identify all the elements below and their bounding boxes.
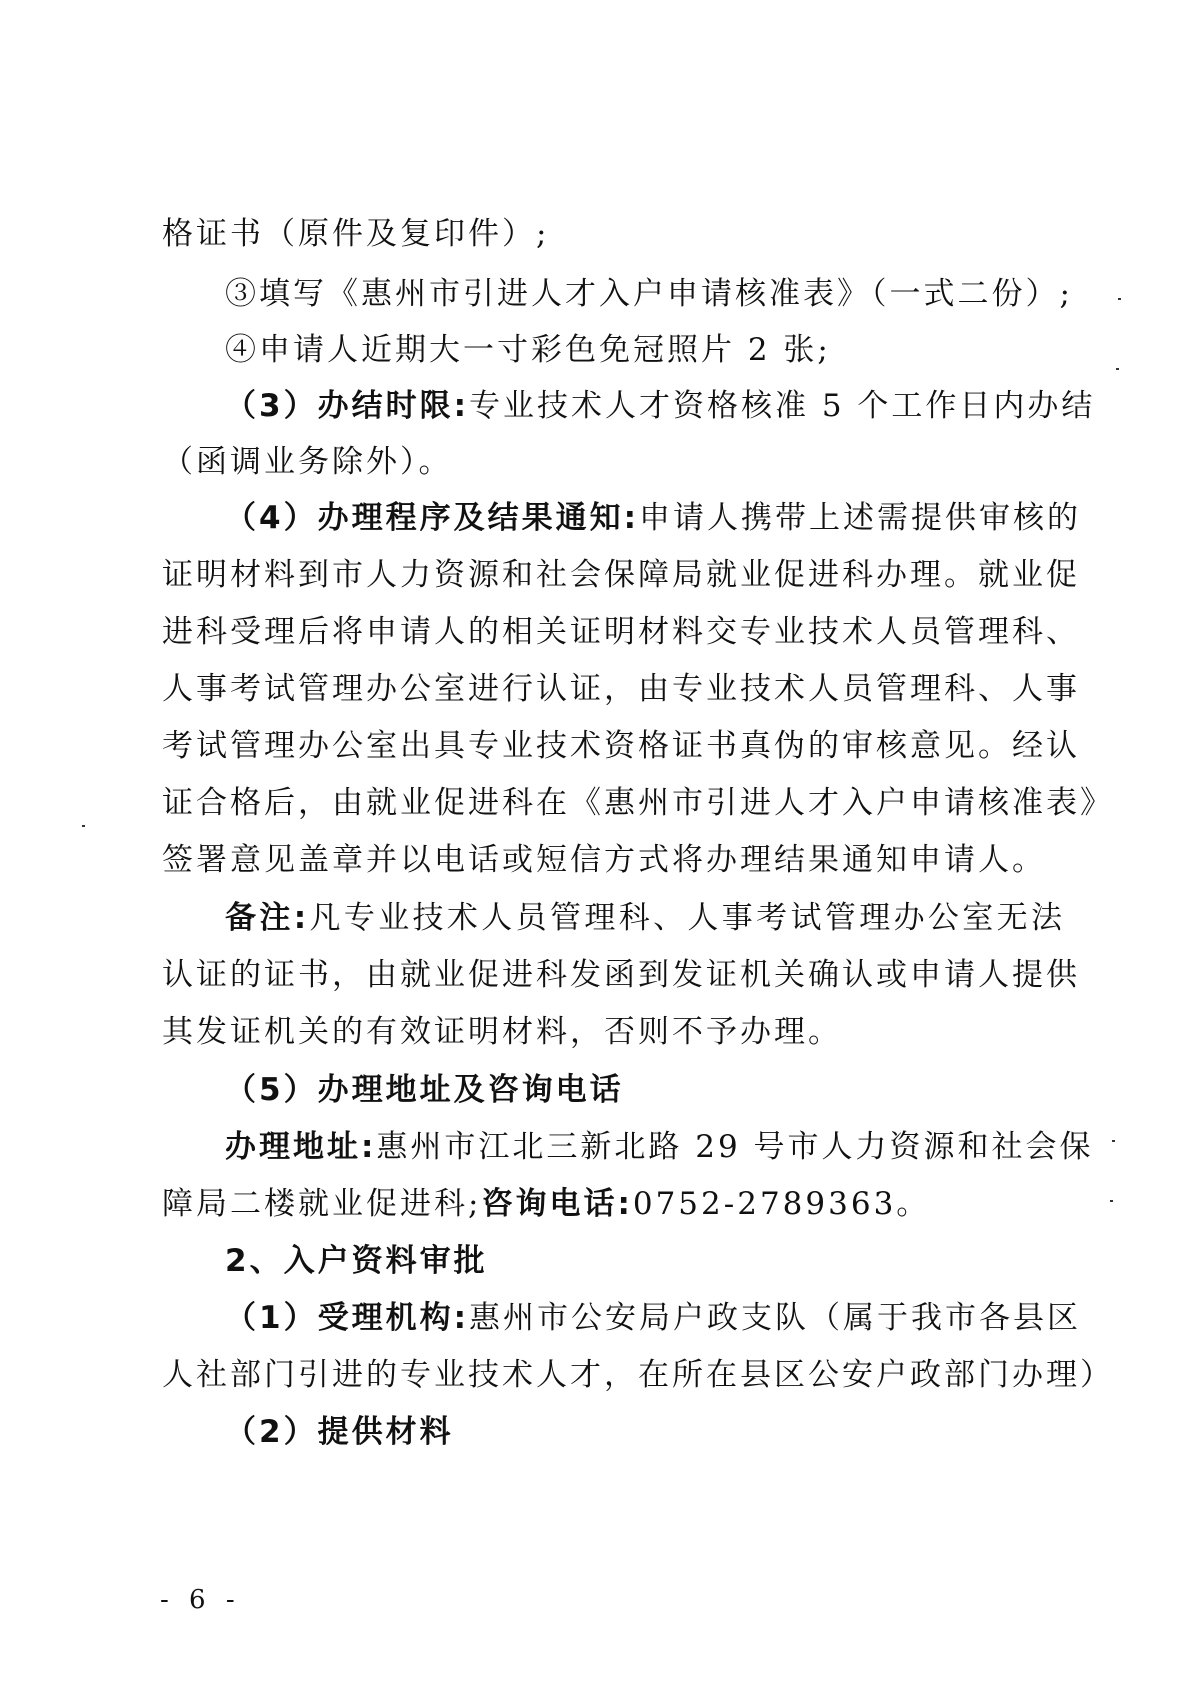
scan-speck — [1110, 1200, 1113, 1202]
text-line — [225, 274, 1073, 314]
address-label: 办理地址: — [225, 1129, 377, 1165]
scan-speck — [1118, 298, 1121, 300]
line-text: 惠州市公安局户政支队（属于我市各县区 — [468, 1300, 1081, 1336]
text-line — [225, 1127, 1094, 1167]
line-text: 证明材料到市人力资源和社会保障局就业促进科办理。就业促 — [162, 557, 1080, 593]
text-line — [162, 726, 1080, 766]
text-line — [162, 955, 1080, 995]
line-text: 格证书（原件及复印件）; — [162, 216, 550, 252]
line-text: 考试管理办公室出具专业技术资格证书真伪的审核意见。经认 — [162, 728, 1080, 764]
line-text: 证合格后，由就业促进科在《惠州市引进人才入户申请核准表》 — [162, 785, 1114, 821]
line-text: 签署意见盖章并以电话或短信方式将办理结果通知申请人。 — [162, 842, 1046, 878]
line-text: ④申请人近期大一寸彩色免冠照片 2 张; — [225, 332, 831, 368]
page-number: - 6 - — [160, 1585, 241, 1615]
text-line — [225, 330, 1065, 370]
section-heading: （2）提供材料 — [225, 1414, 454, 1450]
line-text: 申请人携带上述需提供审核的 — [638, 500, 1081, 536]
line-text: 认证的证书，由就业促进科发函到发证机关确认或申请人提供 — [162, 957, 1080, 993]
section-heading: （1）受理机构: — [225, 1300, 469, 1336]
text-line — [225, 1241, 1065, 1281]
note-label: 备注: — [225, 900, 310, 936]
scan-speck — [1116, 368, 1119, 370]
text-line — [162, 669, 1080, 709]
line-text: （函调业务除外）。 — [162, 444, 453, 480]
text-line — [162, 1355, 1114, 1395]
text-line — [162, 612, 1080, 652]
text-line — [162, 783, 1114, 823]
line-text: 其发证机关的有效证明材料，否则不予办理。 — [162, 1014, 842, 1050]
text-line — [225, 1070, 1065, 1110]
text-line — [162, 840, 1062, 880]
scan-speck — [1112, 1140, 1115, 1142]
line-text: 进科受理后将申请人的相关证明材料交专业技术人员管理科、 — [162, 614, 1080, 650]
text-line — [225, 498, 1081, 538]
phone-label: 咨询电话: — [481, 1186, 633, 1222]
line-text: 专业技术人才资格核准 5 个工作日内办结 — [468, 388, 1096, 424]
line-text: 人事考试管理办公室进行认证，由专业技术人员管理科、人事 — [162, 671, 1080, 707]
line-text: 凡专业技术人员管理科、人事考试管理办公室无法 — [309, 900, 1066, 936]
scan-speck — [82, 825, 85, 827]
text-line — [162, 214, 1062, 254]
section-heading: （5）办理地址及咨询电话 — [225, 1072, 624, 1108]
line-text: 惠州市江北三新北路 29 号市人力资源和社会保 — [376, 1129, 1094, 1165]
phone-number: 0752-2789363。 — [632, 1186, 931, 1222]
text-line — [162, 1012, 1062, 1052]
line-text: 障局二楼就业促进科; — [162, 1186, 482, 1222]
line-text: ③填写《惠州市引进人才入户申请核准表》（一式二份）; — [225, 276, 1073, 312]
text-line — [162, 1184, 1062, 1224]
section-heading: 2、入户资料审批 — [225, 1243, 488, 1279]
text-line — [225, 386, 1096, 426]
line-text: 人社部门引进的专业技术人才，在所在县区公安户政部门办理） — [162, 1357, 1114, 1393]
section-heading: （4）办理程序及结果通知: — [225, 500, 639, 536]
text-line — [162, 555, 1080, 595]
text-line — [225, 1412, 1065, 1452]
text-line — [225, 1298, 1081, 1338]
text-line — [225, 898, 1065, 938]
section-heading: （3）办结时限: — [225, 388, 469, 424]
text-line — [162, 442, 1062, 482]
